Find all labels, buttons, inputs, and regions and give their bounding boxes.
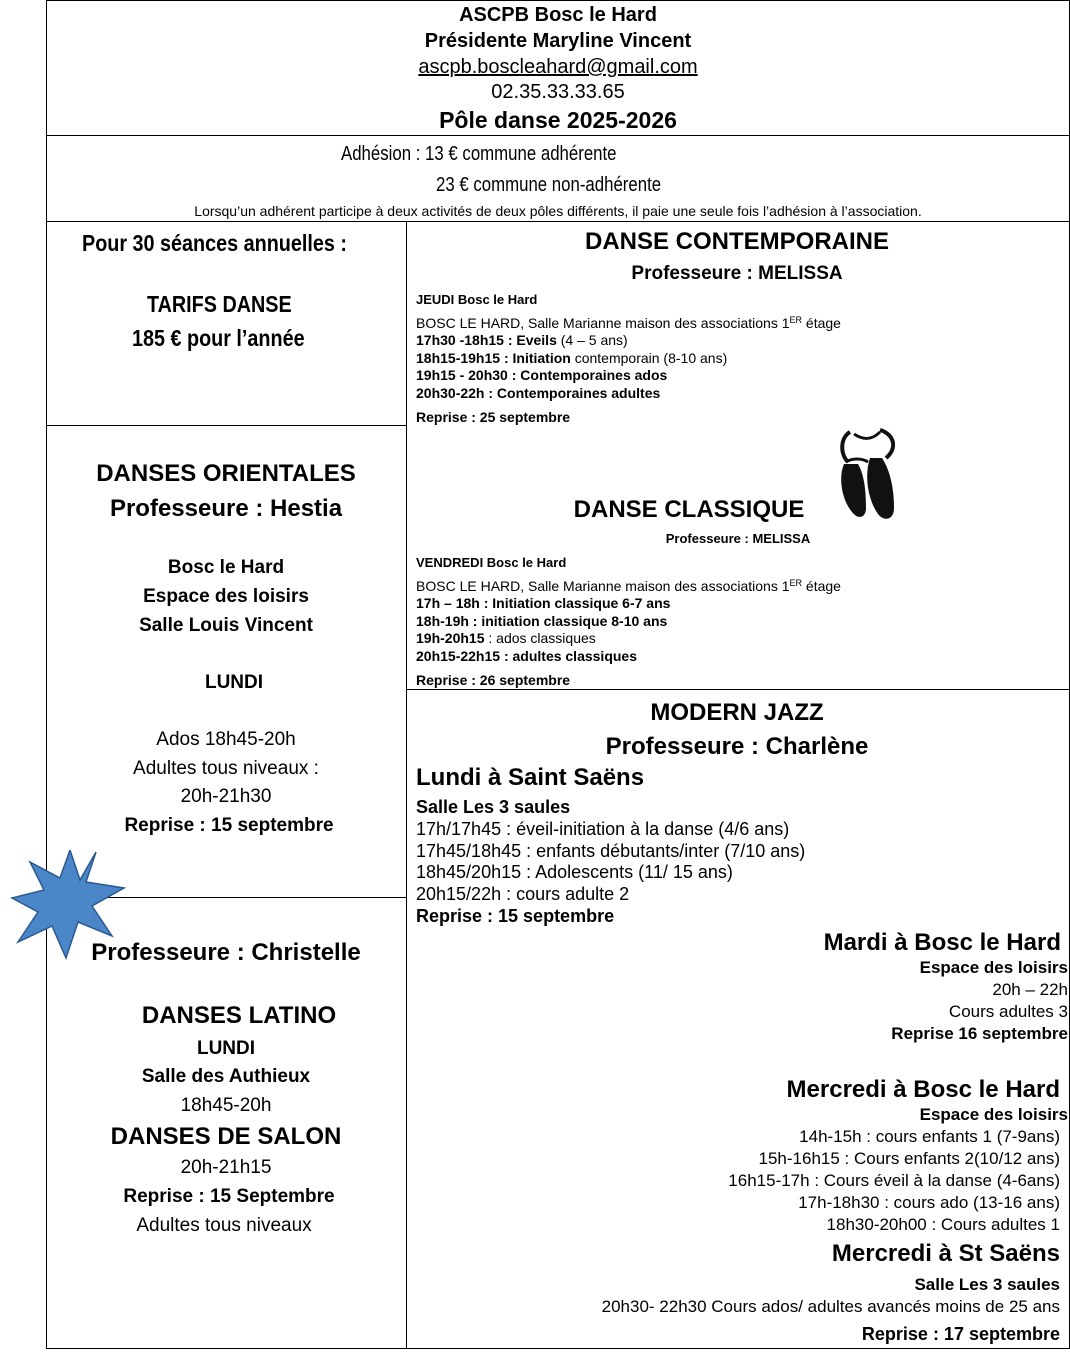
ballet-shoes-icon bbox=[836, 428, 904, 522]
orientales-slot-2: Adultes tous niveaux : bbox=[133, 758, 319, 779]
classique-day: VENDREDI Bosc le Hard bbox=[416, 555, 567, 570]
contemporaine-slot-4: 20h30-22h : Contemporaines adultes bbox=[416, 384, 661, 401]
jazz-tuesday-room: Espace des loisirs bbox=[919, 958, 1068, 977]
jazz-tuesday-resume: Reprise 16 septembre bbox=[891, 1024, 1068, 1043]
latino-day: LUNDI bbox=[196, 1038, 256, 1059]
jazz-monday-slot-1: 17h/17h45 : éveil-initiation à la danse (4/6 ans) bbox=[416, 819, 790, 839]
classique-slot-1: 17h – 18h : Initiation classique 6-7 ans bbox=[416, 595, 671, 611]
salon-time: 20h-21h15 bbox=[180, 1157, 272, 1178]
classique-slot-4: 20h15-22h15 : adultes classiques bbox=[416, 647, 637, 664]
jazz-teacher: Professeure : Charlène bbox=[605, 733, 869, 760]
classique-slot-3: 19h-20h15 : ados classiques bbox=[416, 630, 596, 646]
membership-note: Lorsqu’un adhérent participe à deux activités de deux pôles différents, il paie une seule fois l’adhésion à l’association. bbox=[194, 203, 922, 219]
contemporaine-schedule bbox=[416, 333, 727, 403]
jazz-wednesday-title: Mercredi à Bosc le Hard bbox=[786, 1076, 1060, 1103]
jazz-tuesday-title: Mardi à Bosc le Hard bbox=[823, 929, 1061, 956]
email-link[interactable]: ascpb.boscleahard@gmail.com bbox=[418, 56, 698, 78]
classique-slot-2: 18h-19h : initiation classique 8-10 ans bbox=[416, 612, 668, 629]
org-name: ASCPB Bosc le Hard bbox=[459, 4, 657, 26]
classique-room: BOSC LE HARD, Salle Marianne maison des associations 1ER étage bbox=[416, 578, 841, 594]
jazz-monday-slot-3: 18h45/20h15 : Adolescents (11/ 15 ans) bbox=[416, 862, 733, 882]
jazz-wednesday-room: Espace des loisirs bbox=[919, 1105, 1068, 1124]
jazz-wednesday-slot-3: 16h15-17h : Cours éveil à la danse (4-6ans) bbox=[728, 1171, 1060, 1190]
latino-teacher: Professeure : Christelle bbox=[91, 939, 361, 966]
jazz-wednesday-slot-5: 18h30-20h00 : Cours adultes 1 bbox=[826, 1215, 1060, 1234]
contemporaine-day: JEUDI Bosc le Hard bbox=[416, 292, 538, 307]
membership-line-1: Adhésion : 13 € commune adhérente bbox=[341, 143, 617, 165]
jazz-tuesday-course: Cours adultes 3 bbox=[948, 1002, 1068, 1021]
latino-time: 18h45-20h bbox=[180, 1095, 272, 1116]
jazz-wednesday-st-saens-title: Mercredi à St Saëns bbox=[831, 1240, 1060, 1267]
jazz-monday-slot-4: 20h15/22h : cours adulte 2 bbox=[416, 884, 630, 904]
jazz-wednesday-st-saens-room: Salle Les 3 saules bbox=[914, 1275, 1060, 1294]
jazz-title: MODERN JAZZ bbox=[650, 699, 824, 726]
contemporaine-teacher: Professeure : MELISSA bbox=[631, 263, 843, 284]
classique-resume: Reprise : 26 septembre bbox=[416, 672, 571, 688]
jazz-monday-slot-2: 17h45/18h45 : enfants débutants/inter (7/10 ans) bbox=[416, 841, 806, 861]
classique-teacher: Professeure : MELISSA bbox=[665, 531, 811, 546]
salon-title: DANSES DE SALON bbox=[110, 1123, 342, 1150]
jazz-wednesday-slot-2: 15h-16h15 : Cours enfants 2(10/12 ans) bbox=[758, 1149, 1060, 1168]
contemporaine-slot-3: 19h15 - 20h30 : Contemporaines ados bbox=[416, 367, 668, 383]
jazz-monday-title: Lundi à Saint Saëns bbox=[416, 764, 645, 791]
tarifs-title: TARIFS DANSE bbox=[147, 291, 292, 317]
orientales-slot-1: Ados 18h45-20h bbox=[156, 729, 296, 750]
classique-title: DANSE CLASSIQUE bbox=[573, 496, 805, 523]
contemporaine-slot-2: 18h15-19h15 : Initiation contemporain (8-10 ans) bbox=[416, 349, 728, 366]
orientales-place-3: Salle Louis Vincent bbox=[139, 615, 313, 636]
latino-resume: Reprise : 15 Septembre bbox=[123, 1186, 335, 1207]
orientales-teacher: Professeure : Hestia bbox=[109, 495, 343, 522]
phone-number: 02.35.33.33.65 bbox=[491, 81, 625, 103]
orientales-day: LUNDI bbox=[204, 672, 264, 693]
contemporaine-room: BOSC LE HARD, Salle Marianne maison des associations 1ER étage bbox=[416, 315, 841, 331]
jazz-tuesday-time: 20h – 22h bbox=[992, 980, 1068, 999]
tarifs-price: 185 € pour l’année bbox=[132, 325, 305, 351]
classique-schedule bbox=[416, 596, 670, 666]
jazz-wednesday-slot-4: 17h-18h30 : cours ado (13-16 ans) bbox=[798, 1193, 1060, 1212]
latino-room: Salle des Authieux bbox=[141, 1066, 311, 1087]
orientales-place-2: Espace des loisirs bbox=[143, 586, 309, 607]
contemporaine-resume: Reprise : 25 septembre bbox=[416, 409, 571, 425]
season-title: Pôle danse 2025-2026 bbox=[439, 107, 677, 133]
jazz-monday-resume: Reprise : 15 septembre bbox=[416, 906, 615, 926]
contemporaine-slot-1: 17h30 -18h15 : Eveils (4 – 5 ans) bbox=[416, 332, 628, 348]
jazz-wednesday-st-saens-resume: Reprise : 17 septembre bbox=[861, 1324, 1060, 1344]
latino-level: Adultes tous niveaux bbox=[136, 1215, 312, 1236]
jazz-monday-room: Salle Les 3 saules bbox=[416, 797, 571, 817]
orientales-place-1: Bosc le Hard bbox=[167, 557, 285, 578]
latino-title: DANSES LATINO bbox=[141, 1002, 337, 1029]
jazz-wednesday-st-saens-slot: 20h30- 22h30 Cours ados/ adultes avancés moins de 25 ans bbox=[601, 1297, 1060, 1316]
contemporaine-title: DANSE CONTEMPORAINE bbox=[584, 228, 890, 255]
orientales-resume: Reprise : 15 septembre bbox=[124, 815, 334, 836]
president-name: Présidente Maryline Vincent bbox=[424, 30, 692, 52]
tarifs-sessions: Pour 30 séances annuelles : bbox=[82, 230, 347, 256]
jazz-wednesday-slot-1: 14h-15h : cours enfants 1 (7-9ans) bbox=[799, 1127, 1060, 1146]
membership-line-2: 23 € commune non-adhérente bbox=[436, 174, 662, 196]
orientales-title: DANSES ORIENTALES bbox=[96, 460, 356, 487]
orientales-slot-3: 20h-21h30 bbox=[180, 786, 272, 807]
